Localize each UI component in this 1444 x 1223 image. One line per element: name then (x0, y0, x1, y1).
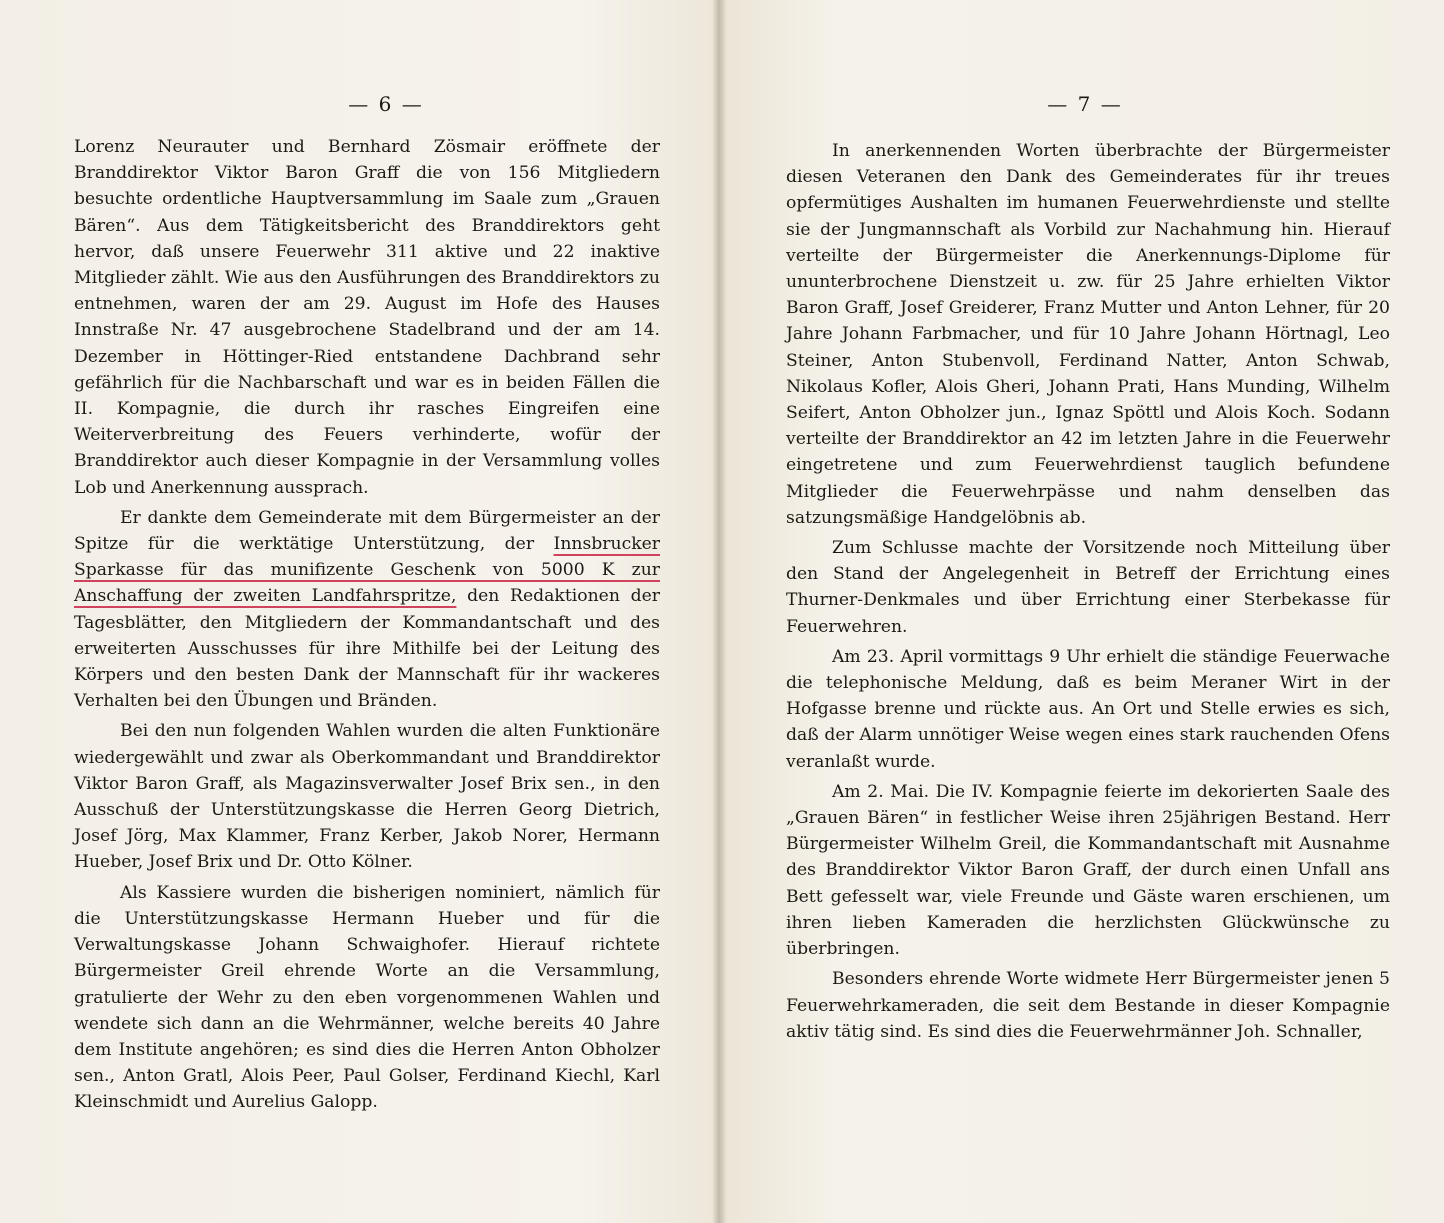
text-run: Lorenz Neurauter und Bernhard Zösmair eröffnete der Branddirektor Viktor Baron Graff die von 156 Mitgliedern besuchte ordentliche Hauptversammlung im Saale zum „Grauen Bären“. Aus dem Tätigkeitsbericht des Branddirektors geht hervor, daß unsere Feuerwehr 311 aktive und 22 inaktive Mitglieder zählt. Wie aus den Ausführungen des Branddirektors zu entnehmen, waren der am 29. August im Hofe des Hauses Innstraße Nr. 47 ausgebrochene Stadelbrand und der am 14. Dezember in Höttinger-Ried entstandene Dachbrand sehr gefährlich für die Nachbarschaft und war es in beiden Fällen die II. Kompagnie, die durch ihr rasches Eingreifen eine Weiterverbreitung des Feuers verhinderte, wofür der Branddirektor auch dieser Kompagnie in der Versammlung volles Lob und Anerkennung aussprach. (74, 137, 660, 498)
paragraph (74, 718, 660, 875)
text-run: Zum Schlusse machte der Vorsitzende noch Mitteilung über den Stand der Angelegenheit in Betreff der Errichtung eines Thurner-Denkmales und über Errichtung einer Sterbekasse für Feuerwehren. (786, 538, 1390, 637)
text-run: Er dankte dem Gemeinderate mit dem Bürgermeister an der Spitze für die werktätige Unterstützung, der (74, 507, 660, 555)
paragraph (786, 138, 1390, 531)
text-run: Besonders ehrende Worte widmete Herr Bürgermeister jenen 5 Feuerwehrkameraden, die seit dem Bestande in dieser Kompagnie aktiv tätig sind. Es sind dies die Feuerwehrmänner Joh. Schnaller, (786, 969, 1390, 1042)
paragraph (786, 966, 1390, 1045)
paragraph (786, 779, 1390, 962)
paragraph (786, 535, 1390, 640)
text-run: Als Kassiere wurden die bisherigen nominiert, nämlich für die Unterstützungskasse Hermann Hueber und für die Verwaltungskasse Johann Schwaighofer. Hierauf richtete Bürgermeister Greil ehrende Worte an die Versammlung, gratulierte der Wehr zu den eben vorgenommenen Wahlen und wendete sich dann an die Wehrmänner, welche bereits 40 Jahre dem Institute angehören; es sind dies die Herren Anton Obholzer sen., Anton Gratl, Alois Peer, Paul Golser, Ferdinand Kiechl, Karl Kleinschmidt und Aurelius Galopp. (74, 882, 660, 1113)
right-page-text (786, 138, 1390, 1045)
page-number-right: — 7 — (1047, 92, 1123, 116)
right-page (726, 0, 1444, 1223)
text-run: In anerkennenden Worten überbrachte der Bürgermeister diesen Veteranen den Dank des Gemeinderates für ihr treues opfermütiges Aushalten im humanen Feuerwehrdienste und stellte sie der Jungmannschaft als Vorbild zur Nachahmung hin. Hierauf verteilte der Bürgermeister die Anerkennungs-Diplome für ununterbrochene Dienstzeit u. zw. für 25 Jahre erhielten Viktor Baron Graff, Josef Greiderer, Franz Mutter und Anton Lehner, für 20 Jahre Johann Farbmacher, und für 10 Jahre Johann Hörtnagl, Leo Steiner, Anton Stubenvoll, Ferdinand Natter, Anton Schwab, Nikolaus Kofler, Alois Gheri, Johann Prati, Hans Munding, Wilhelm Seifert, Anton Obholzer jun., Ignaz Spöttl und Alois Koch. Sodann verteilte der Branddirektor an 42 im letzten Jahre in die Feuerwehr eingetretene und zum Feuerwehrdienst tauglich befundene Mitglieder die Feuerwehrpässe und nahm denselben das satzungsmäßige Handgelöbnis ab. (786, 141, 1390, 528)
book-gutter (712, 0, 726, 1223)
paragraph (74, 505, 660, 715)
underlined-text-run: Innsbrucker Sparkasse für das munifizente Geschenk von 5000 K zur Anschaffung der zweiten Landfahrspritze, (74, 534, 660, 607)
text-run: den Redaktionen der Tagesblätter, den Mitgliedern der Kommandantschaft und des erweiterten Ausschusses für ihre Mithilfe bei der Leitung des Körpers und den besten Dank der Mannschaft für ihr wackeres Verhalten bei den Übungen und Bränden. (74, 586, 660, 712)
page-number-left: — 6 — (348, 92, 424, 116)
left-page (0, 0, 712, 1223)
text-run: Bei den nun folgenden Wahlen wurden die alten Funktionäre wiedergewählt und zwar als Oberkommandant und Branddirektor Viktor Baron Graff, als Magazinsverwalter Josef Brix sen., in den Ausschuß der Unterstützungskasse die Herren Georg Dietrich, Josef Jörg, Max Klammer, Franz Kerber, Jakob Norer, Hermann Hueber, Josef Brix und Dr. Otto Kölner. (74, 721, 660, 873)
left-page-text (74, 134, 660, 1116)
paragraph (74, 880, 660, 1116)
paragraph (74, 134, 660, 501)
paragraph (786, 644, 1390, 775)
text-run: Am 23. April vormittags 9 Uhr erhielt die ständige Feuerwache die telephonische Meldung, daß es beim Meraner Wirt in der Hofgasse brenne und rückte aus. An Ort und Stelle erwies es sich, daß der Alarm unnötiger Weise wegen eines stark rauchenden Ofens veranlaßt wurde. (786, 646, 1390, 772)
text-run: Am 2. Mai. Die IV. Kompagnie feierte im dekorierten Saale des „Grauen Bären“ in festlicher Weise ihren 25jährigen Bestand. Herr Bürgermeister Wilhelm Greil, die Kommandantschaft mit Ausnahme des Branddirektor Viktor Baron Graff, der durch einen Unfall ans Bett gefesselt war, viele Freunde und Gäste waren erschienen, um ihren lieben Kameraden die herzlichsten Glückwünsche zu überbringen. (786, 781, 1390, 960)
